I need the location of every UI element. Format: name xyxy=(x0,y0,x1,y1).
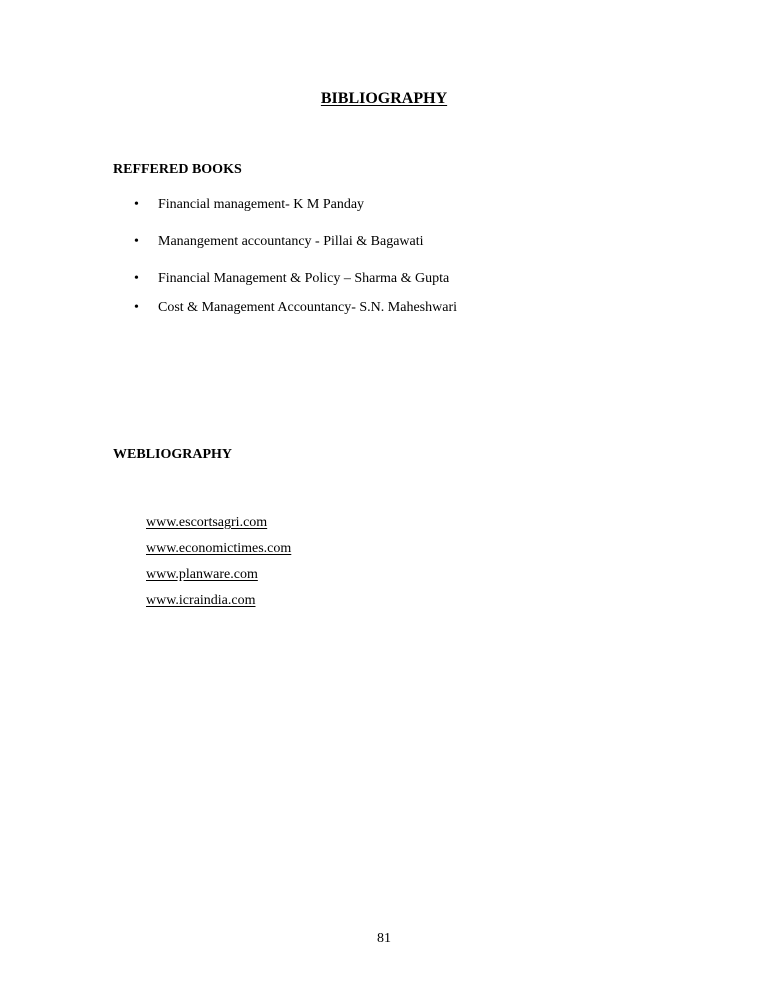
bullet-icon: • xyxy=(134,271,139,286)
web-link[interactable]: www.economictimes.com xyxy=(146,541,292,556)
book-title: Manangement accountancy - Pillai & Bagawati xyxy=(158,234,424,249)
page-number: 81 xyxy=(377,931,391,946)
book-title: Financial management- K M Panday xyxy=(158,197,365,212)
bullet-icon: • xyxy=(134,197,139,212)
page-title: BIBLIOGRAPHY xyxy=(320,90,448,107)
web-link[interactable]: www.icraindia.com xyxy=(146,593,256,608)
web-link[interactable]: www.escortsagri.com xyxy=(146,515,268,530)
bullet-icon: • xyxy=(134,300,139,315)
book-title: Financial Management & Policy – Sharma & Gupta xyxy=(158,271,450,286)
book-title: Cost & Management Accountancy- S.N. Maheshwari xyxy=(158,300,457,315)
web-link[interactable]: www.planware.com xyxy=(146,567,258,582)
bullet-icon: • xyxy=(134,234,139,249)
referred-books-heading: REFFERED BOOKS xyxy=(113,162,242,177)
webliography-heading: WEBLIOGRAPHY xyxy=(113,447,233,462)
